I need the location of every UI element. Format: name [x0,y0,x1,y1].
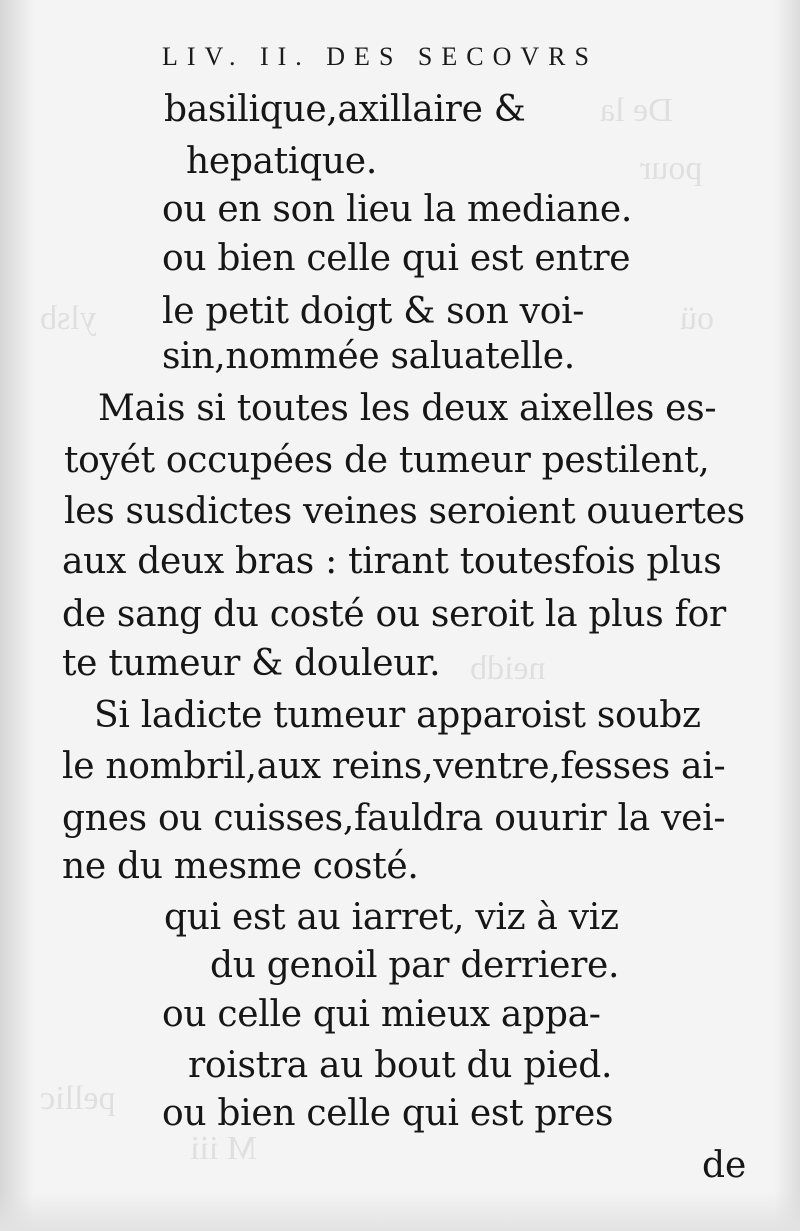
catchword: de [702,1145,747,1186]
text-line: gnes ou cuisses,fauldra ouurir la vei- [62,798,726,839]
running-head: LIV. II. DES SECOVRS [162,42,598,71]
show-through-mark: pellic [40,1080,116,1117]
text-line: hepatique. [186,141,377,182]
text-line: qui est au iarret, viz à viz [164,897,619,938]
text-line: roistra au bout du pied. [188,1045,613,1086]
text-line: ou bien celle qui est entre [162,238,631,279]
text-line: de sang du costé ou seroit la plus for [62,594,726,635]
text-line: sin,nommée saluatelle. [162,336,575,377]
page-bottom-shadow [0,1191,800,1231]
show-through-mark: M iii [190,1130,258,1167]
text-line: le nombril,aux reins,ventre,fesses ai- [62,746,726,787]
text-line: du genoil par derriere. [210,945,620,986]
text-line: basilique,axillaire & [164,89,526,130]
show-through-mark: neidb [470,650,546,687]
show-through-mark: pour [640,150,703,187]
show-through-mark: De la [600,92,673,129]
text-line: te tumeur & douleur. [62,643,441,684]
text-line: le petit doigt & son voi- [162,291,585,332]
text-line: aux deux bras : tirant toutesfois plus [62,541,722,582]
text-line: toyét occupées de tumeur pestilent, [64,440,710,481]
text-line: ou bien celle qui est pres [162,1093,614,1134]
text-line: ne du mesme costé. [62,846,419,887]
text-line: ou en son lieu la mediane. [162,189,632,230]
text-line: ou celle qui mieux appa- [162,994,601,1035]
text-line: Mais si toutes les deux aixelles es- [98,388,717,429]
page-right-shadow [774,0,800,1231]
page-left-shadow [0,0,34,1231]
text-line: les susdictes veines seroient ouuertes [64,491,745,532]
show-through-mark: ylsb [40,300,97,337]
text-line: Si ladicte tumeur apparoist soubz [94,695,701,736]
show-through-mark: oü [680,300,714,337]
